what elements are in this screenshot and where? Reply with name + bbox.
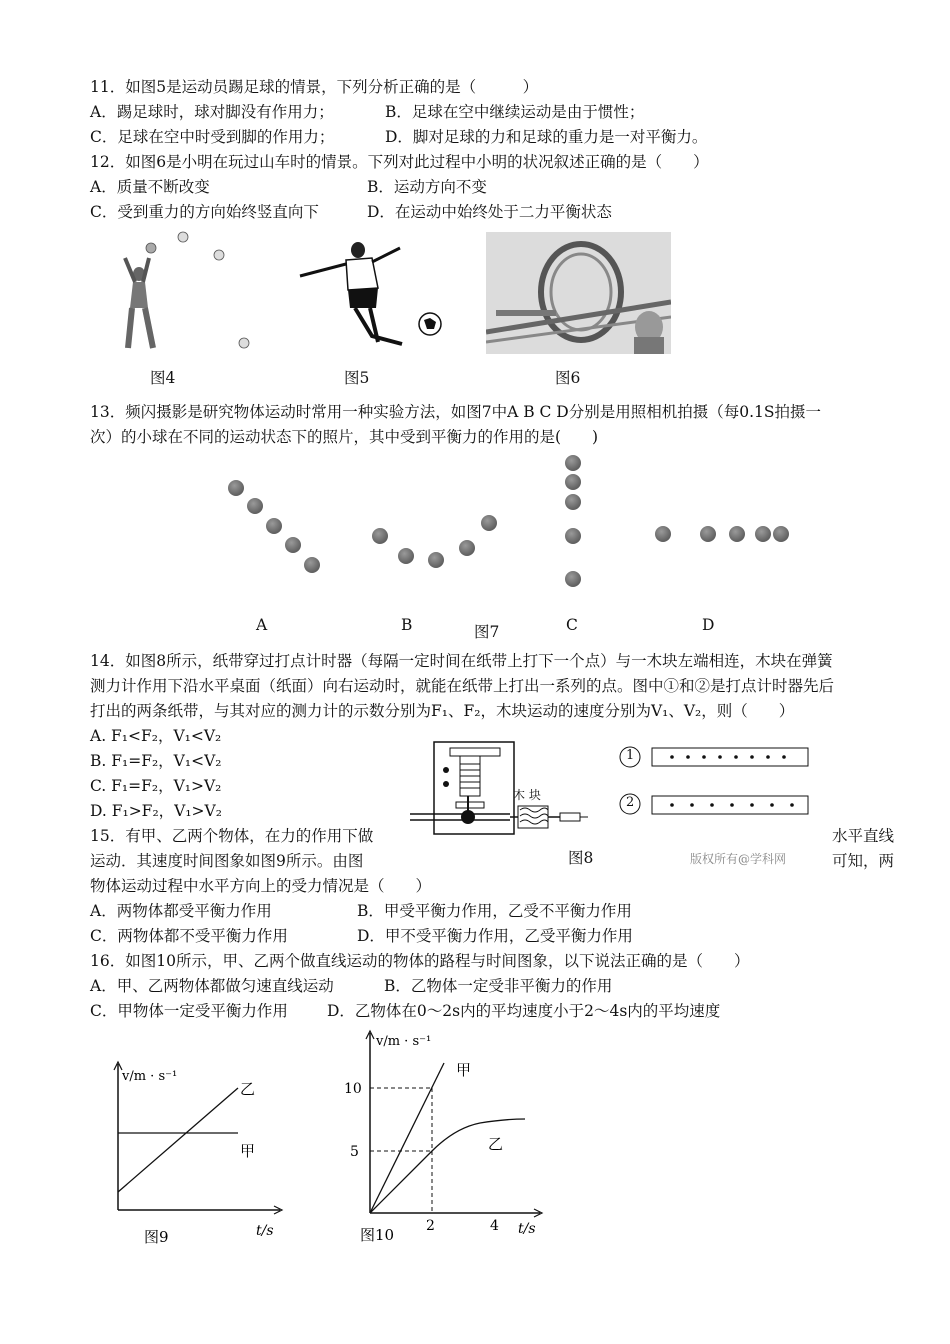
series-jia-label: 甲: [240, 1142, 256, 1160]
figure-10-ytick-5: 5: [350, 1144, 359, 1160]
series-yi-label: 乙: [240, 1080, 256, 1098]
ball: [285, 537, 301, 553]
ball: [755, 526, 771, 542]
ball: [304, 557, 320, 573]
q15-stem-line2a: 运动．其速度时间图象如图9所示。由图: [90, 852, 364, 870]
figure-8-tape-1-label: 1: [626, 748, 635, 763]
ball: [565, 528, 581, 544]
q16-option-d: D．乙物体在0～2s内的平均速度小于2～4s内的平均速度: [327, 1002, 721, 1020]
q12-option-b: B．运动方向不变: [367, 178, 487, 196]
ball: [228, 480, 244, 496]
figure-8-apparatus: [410, 740, 810, 840]
series-yi-label: 乙: [488, 1135, 504, 1153]
ball: [481, 515, 497, 531]
q15-option-a: A．两物体都受平衡力作用: [90, 902, 272, 920]
series-jia-line: [370, 1063, 444, 1213]
ball: [565, 571, 581, 587]
q13-stem-line2: 次）的小球在不同的运动状态下的照片，其中受到平衡力的作用的是( ): [90, 428, 599, 446]
figure-10-ytick-10: 10: [344, 1081, 362, 1097]
figure-10-caption: 图10: [360, 1226, 395, 1244]
q14-option-c: C. F₁=F₂，V₁>V₂: [90, 777, 222, 795]
q15-option-b: B．甲受平衡力作用，乙受不平衡力作用: [357, 902, 632, 920]
figure-10-chart: [340, 1025, 560, 1250]
ball: [700, 526, 716, 542]
q14-stem-line1: 14．如图8所示，纸带穿过打点计时器（每隔一定时间在纸带上打下一个点）与一木块左端相连，木块在弹簧: [90, 652, 833, 670]
q15-option-c: C．两物体都不受平衡力作用: [90, 927, 288, 945]
q12-option-c: C．受到重力的方向始终竖直向下: [90, 203, 319, 221]
q12-stem: 12．如图6是小明在玩过山车时的情景。下列对此过程中小明的状况叙述正确的是（ ）: [90, 153, 709, 171]
q11-option-c: C．足球在空中时受到脚的作用力；: [90, 128, 335, 146]
figure-7-label-a: A: [256, 616, 268, 634]
figure-4-illustration: [115, 228, 265, 358]
figure-5-caption: 图5: [344, 369, 370, 387]
figure-7-label-c: C: [566, 616, 578, 634]
q16-stem: 16．如图10所示，甲、乙两个做直线运动的物体的路程与时间图象，以下说法正确的是（ ）: [90, 952, 750, 970]
copyright-watermark: 版权所有@学科网: [690, 852, 787, 866]
series-yi-line: [118, 1088, 238, 1192]
q11-option-b: B．足球在空中继续运动是由于惯性；: [385, 103, 645, 121]
q15-stem-line2b: 可知，两: [832, 852, 895, 870]
ball: [565, 494, 581, 510]
q16-option-b: B．乙物体一定受非平衡力的作用: [384, 977, 613, 995]
q14-stem-line3: 打出的两条纸带，与其对应的测力计的示数分别为F₁、F₂，木块运动的速度分别为V₁、V₂，则（ ）: [90, 702, 795, 720]
q14-option-a: A. F₁<F₂，V₁<V₂: [90, 727, 222, 745]
figure-10-ylabel: v/m · s⁻¹: [376, 1034, 432, 1049]
q14-stem-line2: 测力计作用下沿水平桌面（纸面）向右运动时，就能在纸带上打出一系列的点。图中①和②是打点计时器先后: [90, 677, 835, 695]
q11-option-d: D．脚对足球的力和足球的重力是一对平衡力。: [385, 128, 708, 146]
figure-7-label-b: B: [401, 616, 413, 634]
ball: [565, 455, 581, 471]
ball: [565, 474, 581, 490]
ball: [247, 498, 263, 514]
q14-option-d: D. F₁>F₂，V₁>V₂: [90, 802, 222, 820]
ball: [729, 526, 745, 542]
figure-5-illustration: [290, 238, 450, 358]
figure-6-caption: 图6: [555, 369, 581, 387]
q16-option-a: A．甲、乙两物体都做匀速直线运动: [90, 977, 334, 995]
figure-10-xlabel: t/s: [518, 1221, 536, 1237]
q15-stem-line1a: 15．有甲、乙两个物体，在力的作用下做: [90, 827, 374, 845]
q12-option-a: A．质量不断改变: [90, 178, 210, 196]
q13-stem-line1: 13．频闪摄影是研究物体运动时常用一种实验方法，如图7中A B C D分别是用照相机拍摄（每0.1S拍摄一: [90, 403, 822, 421]
q11-option-a: A．踢足球时，球对脚没有作用力；: [90, 103, 334, 121]
ball: [459, 540, 475, 556]
ball: [398, 548, 414, 564]
q16-option-c: C．甲物体一定受平衡力作用: [90, 1002, 288, 1020]
ball: [655, 526, 671, 542]
ball: [773, 526, 789, 542]
series-jia-label: 甲: [456, 1061, 472, 1079]
figure-7-caption: 图7: [474, 623, 500, 641]
figure-9-chart: [100, 1060, 300, 1250]
figure-9-xlabel: t/s: [256, 1223, 274, 1239]
ball: [428, 552, 444, 568]
q15-stem-line3: 物体运动过程中水平方向上的受力情况是（ ）: [90, 877, 432, 895]
q12-option-d: D．在运动中始终处于二力平衡状态: [367, 203, 612, 221]
q15-stem-line1b: 水平直线: [832, 827, 895, 845]
ball: [372, 528, 388, 544]
figure-10-xtick-4: 4: [490, 1218, 499, 1234]
q15-option-d: D．甲不受平衡力作用，乙受平衡力作用: [357, 927, 633, 945]
figure-8-block-label: 木 块: [513, 788, 541, 802]
figure-9-ylabel: v/m · s⁻¹: [122, 1069, 178, 1084]
figure-7-label-d: D: [702, 616, 715, 634]
figure-8-caption: 图8: [568, 849, 594, 867]
figure-4-caption: 图4: [150, 369, 176, 387]
ball: [266, 518, 282, 534]
figure-8-tape-2-label: 2: [626, 795, 635, 810]
figure-9-caption: 图9: [144, 1228, 169, 1246]
q11-stem: 11．如图5是运动员踢足球的情景，下列分析正确的是（ ）: [90, 78, 539, 96]
q14-option-b: B. F₁=F₂，V₁<V₂: [90, 752, 222, 770]
figure-6-photo: [486, 232, 671, 354]
figure-10-xtick-2: 2: [426, 1218, 435, 1234]
